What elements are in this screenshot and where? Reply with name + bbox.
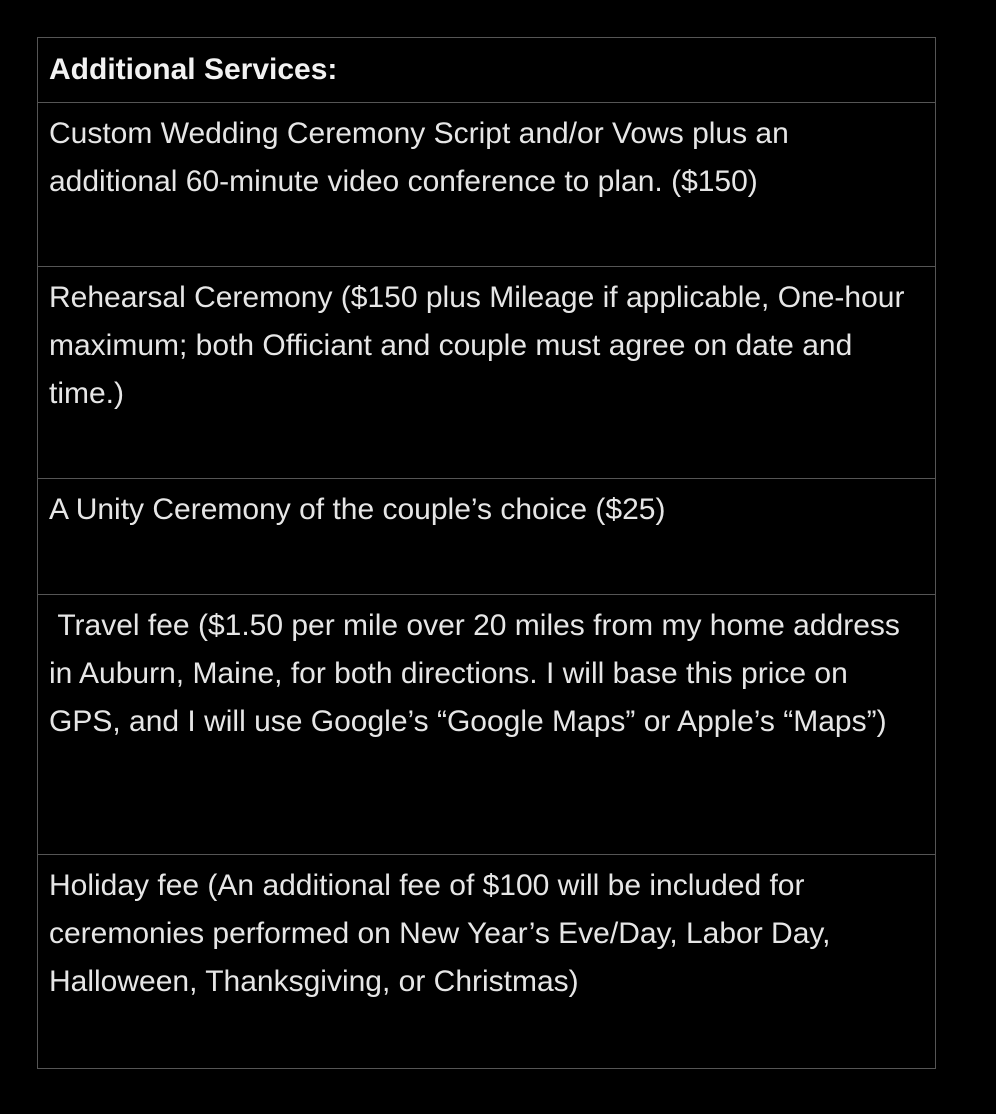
- service-custom-script: Custom Wedding Ceremony Script and/or Vows plus an additional 60-minute video conference to plan. ($150): [38, 103, 936, 267]
- additional-services-table: [37, 37, 936, 1069]
- service-travel-fee: Travel fee ($1.50 per mile over 20 miles from my home address in Auburn, Maine, for both directions. I will base this price on GPS, and I will use Google’s “Google Maps” or Apple’s “Maps”): [38, 595, 936, 855]
- table-row: [38, 855, 936, 1069]
- table-row: [38, 479, 936, 595]
- table-row: [38, 267, 936, 479]
- table-header-title: Additional Services:: [38, 38, 936, 103]
- service-rehearsal-ceremony: Rehearsal Ceremony ($150 plus Mileage if applicable, One-hour maximum; both Officiant and couple must agree on date and time.): [38, 267, 936, 479]
- table-row: [38, 595, 936, 855]
- table-header-row: [38, 38, 936, 103]
- service-holiday-fee: Holiday fee (An additional fee of $100 will be included for ceremonies performed on New Year’s Eve/Day, Labor Day, Halloween, Thanksgiving, or Christmas): [38, 855, 936, 1069]
- service-unity-ceremony: A Unity Ceremony of the couple’s choice ($25): [38, 479, 936, 595]
- table-row: [38, 103, 936, 267]
